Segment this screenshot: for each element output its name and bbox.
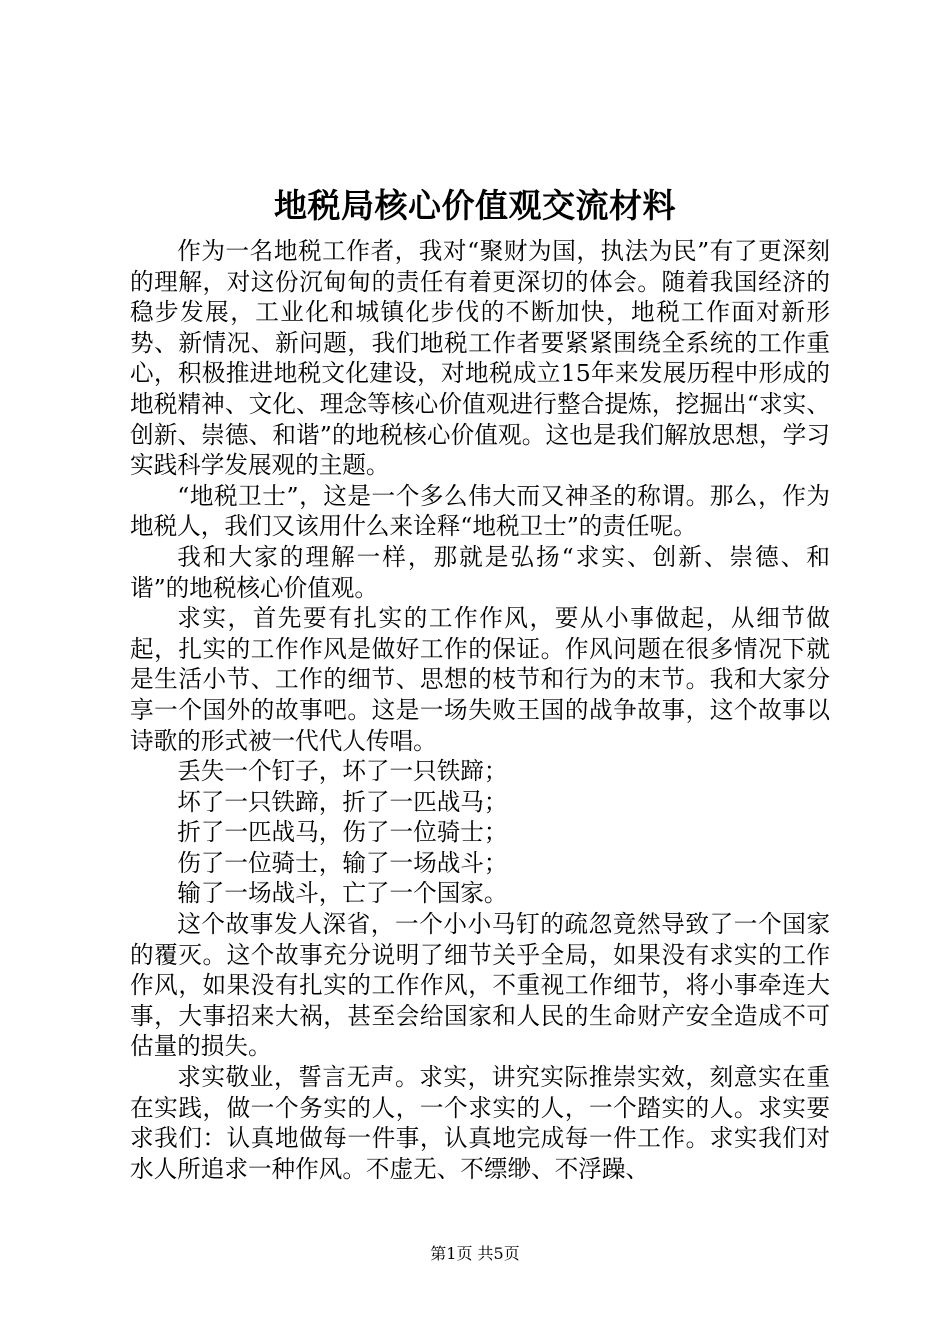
poem-line: 伤了一位骑士，输了一场战斗； <box>177 848 508 877</box>
document-title: 地税局核心价值观交流材料 <box>274 186 676 225</box>
poem-line: 输了一场战斗，亡了一个国家。 <box>177 879 508 908</box>
paragraph: 这个故事发人深省，一个小小马钉的疏忽竟然导致了一个国家的覆灭。这个故事充分说明了细节关乎全局，如果没有求实的工作作风，如果没有扎实的工作作风，不重视工作细节，将小事牵连大事，大事招来大祸，甚至会给国家和人民的生命财产安全造成不可估量的损失。 <box>130 910 830 1061</box>
paragraph: 作为一名地税工作者，我对“聚财为国，执法为民”有了更深刻的理解，对这份沉甸甸的责任有着更深切的体会。随着我国经济的稳步发展，工业化和城镇化步伐的不断加快，地税工作面对新形势、新情况、新问题，我们地税工作者要紧紧围绕全系统的工作重心，积极推进地税文化建设，对地税成立15年来发展历程中形成的地税精神、文化、理念等核心价值观进行整合提炼，挖掘出“求实、创新、崇德、和谐”的地税核心价值观。这也是我们解放思想，学习实践科学发展观的主题。 <box>130 237 830 480</box>
paragraph: 求实，首先要有扎实的工作作风，要从小事做起，从细节做起，扎实的工作作风是做好工作的保证。作风问题在很多情况下就是生活小节、工作的细节、思想的枝节和行为的末节。我和大家分享一个国外的故事吧。这是一场失败王国的战争故事，这个故事以诗歌的形式被一代代人传唱。 <box>130 604 830 755</box>
poem-line: 折了一匹战马，伤了一位骑士； <box>177 818 508 847</box>
poem-line: 丢失一个钉子，坏了一只铁蹄； <box>177 757 508 786</box>
poem-line: 坏了一只铁蹄，折了一匹战马； <box>177 787 508 816</box>
paragraph: 我和大家的理解一样，那就是弘扬“求实、创新、崇德、和谐”的地税核心价值观。 <box>130 542 830 602</box>
paragraph: “地税卫士”，这是一个多么伟大而又神圣的称谓。那么，作为地税人，我们又该用什么来诠释“地税卫士”的责任呢。 <box>130 481 830 541</box>
document-body <box>130 236 830 1184</box>
page-number-footer: 第1页 共5页 <box>430 1244 520 1263</box>
paragraph: 求实敬业，誓言无声。求实，讲究实际推崇实效，刻意实在重在实践，做一个务实的人，一个求实的人，一个踏实的人。求实要求我们：认真地做每一件事，认真地完成每一件工作。求实我们对水人所追求一种作风。不虚无、不缥缈、不浮躁、 <box>130 1063 830 1183</box>
